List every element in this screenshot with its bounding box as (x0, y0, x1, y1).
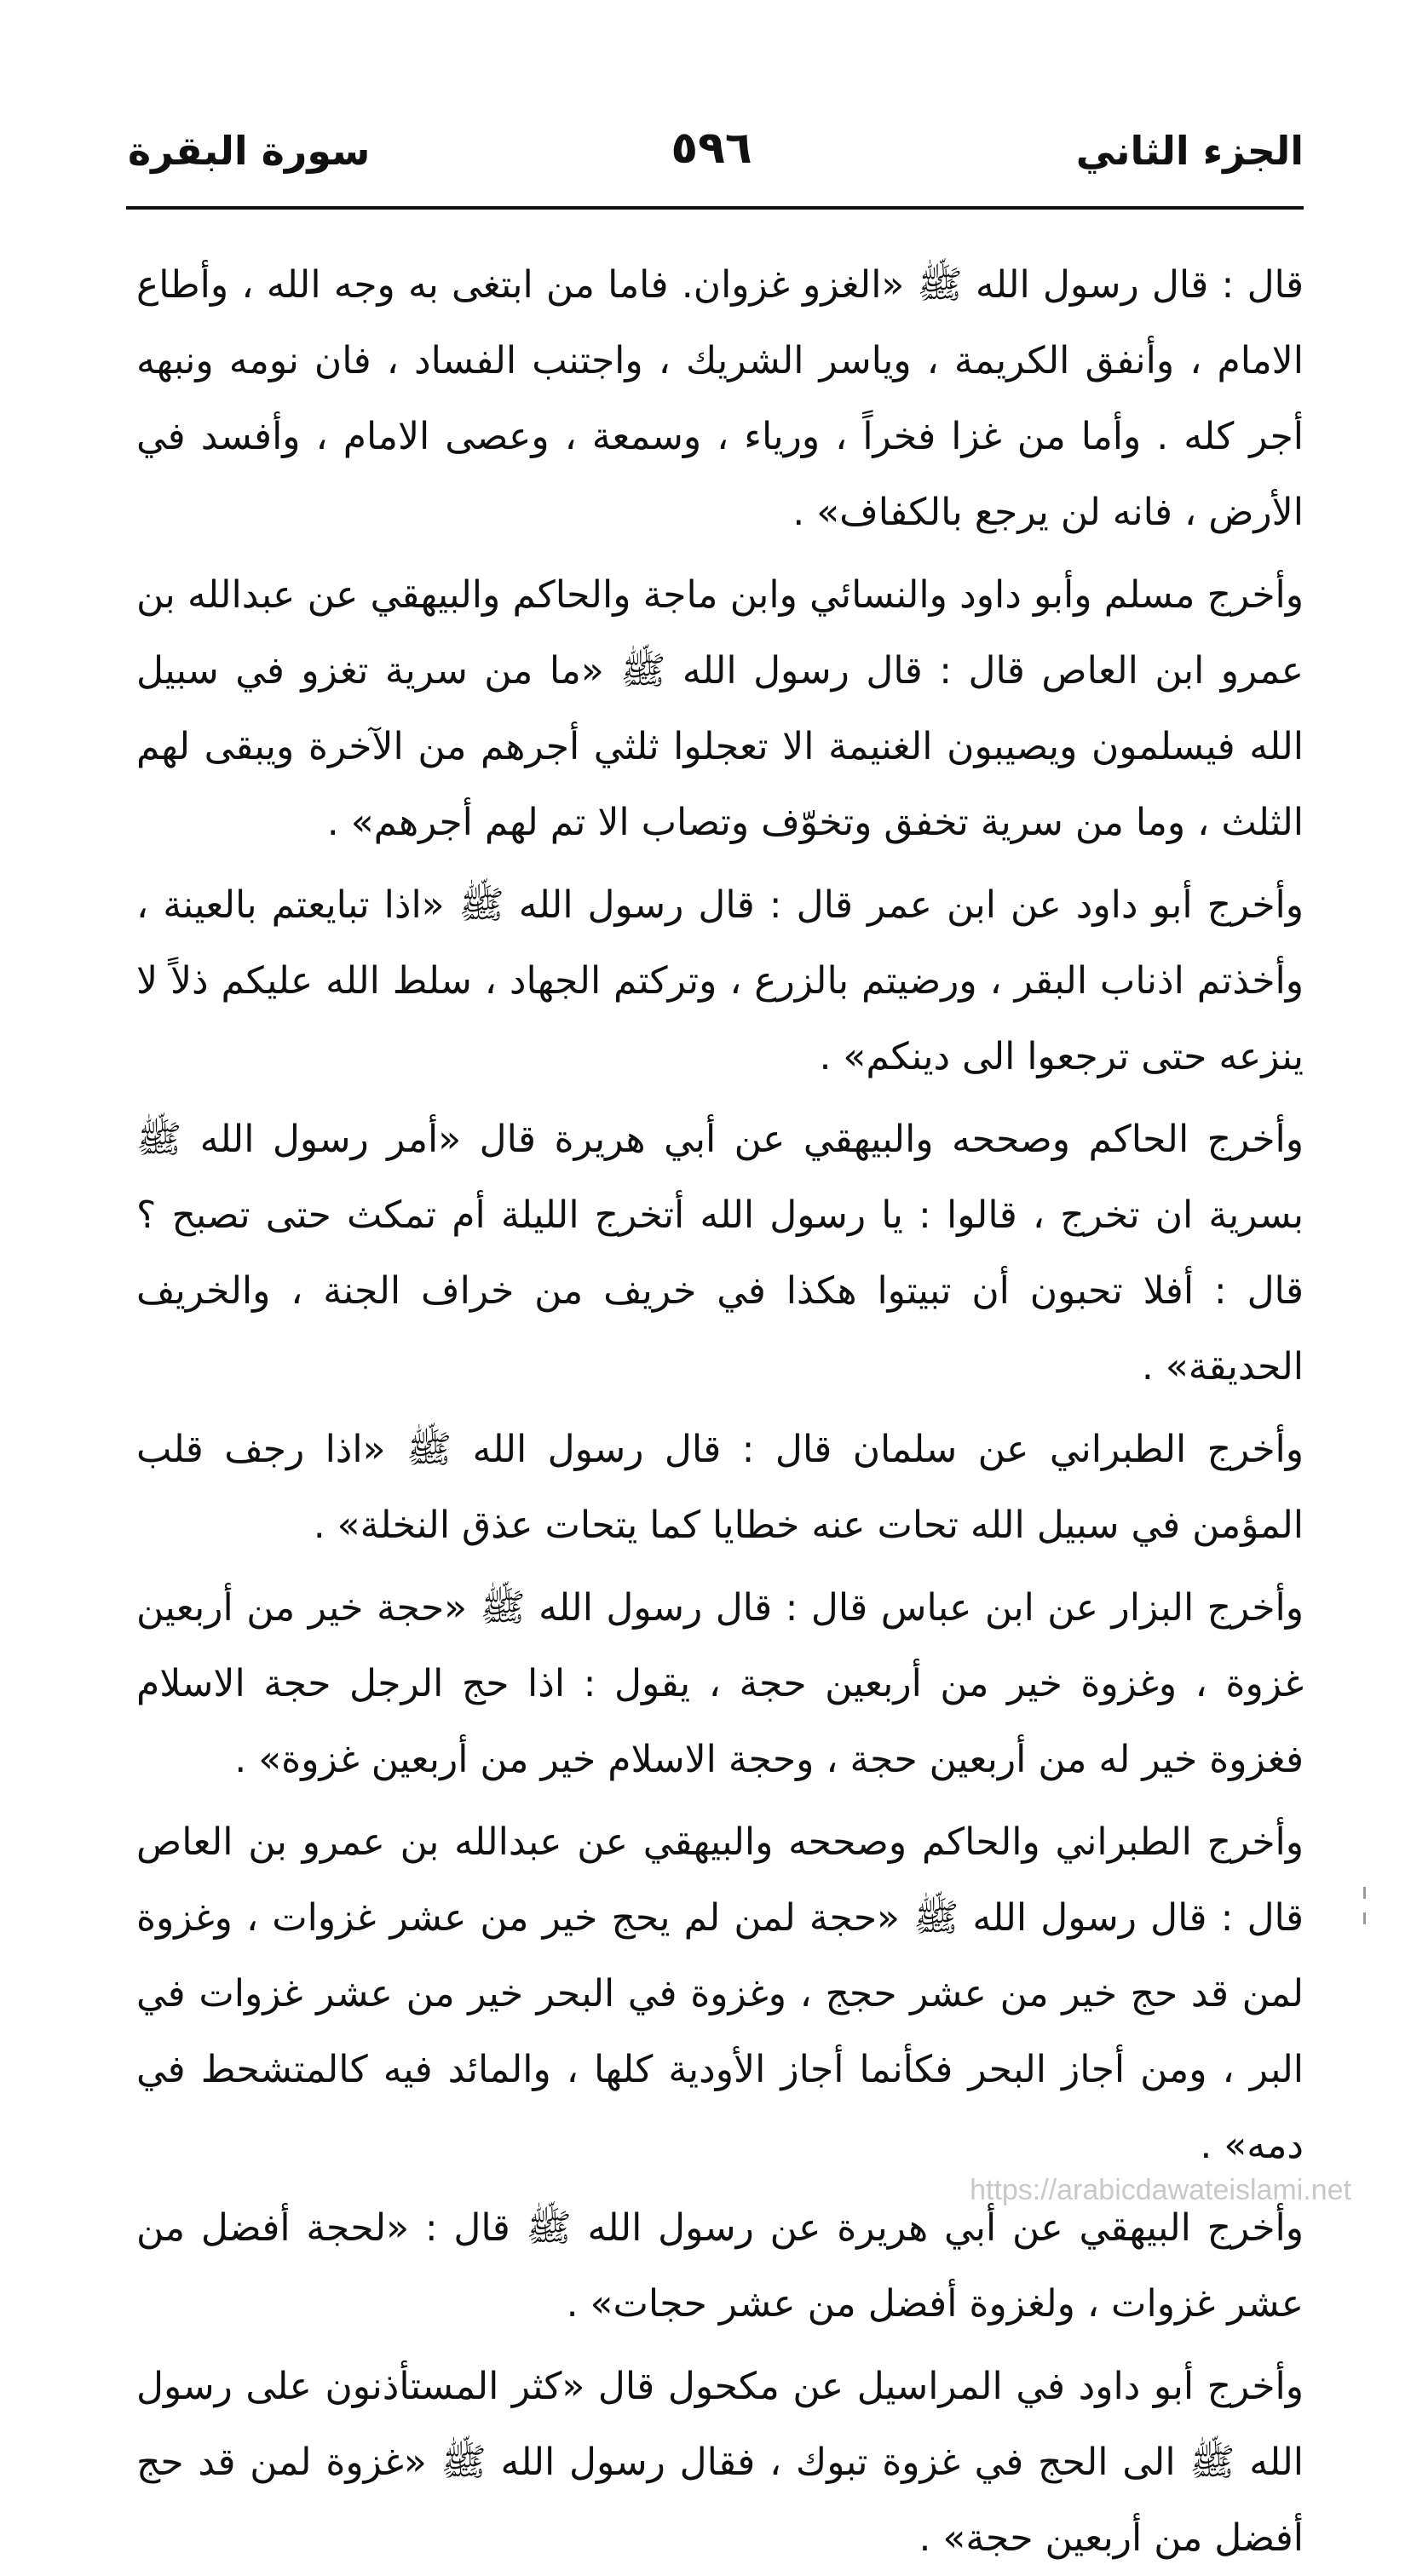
paragraph: وأخرج البيهقي عن أبي هريرة عن رسول الله ﷺ قال : «لحجة أفضل من عشر غزوات ، ولغزوة أفضل من عشر حجات» . (136, 2206, 1304, 2326)
paragraph: وأخرج مسلم وأبو داود والنسائي وابن ماجة والحاكم والبيهقي عن عبدالله بن عمرو ابن العاص قال : قال رسول الله ﷺ «ما من سرية تغزو في سبيل الله فيسلمون ويصيبون الغنيمة الا تعجلوا ثلثي أجرهم من الآخرة ويبقى لهم الثلث ، وما من سرية تخفق وتخوّف وتصاب الا تم لهم أجرهم» . (136, 573, 1304, 844)
page-number: ٥٩٦ (671, 123, 752, 174)
paragraph: وأخرج البزار عن ابن عباس قال : قال رسول الله ﷺ «حجة خير من أربعين غزوة ، وغزوة خير من أربعين حجة ، يقول : اذا حج الرجل حجة الاسلام فغزوة خير له من أربعين حجة ، وحجة الاسلام خير من أربعين غزوة» . (136, 1586, 1304, 1781)
paragraph: قال : قال رسول الله ﷺ «الغزو غزوان. فاما من ابتغى به وجه الله ، وأطاع الامام ، وأنفق الكريمة ، وياسر الشريك ، واجتنب الفساد ، فان نومه ونبهه أجر كله . وأما من غزا فخراً ، ورياء ، وسمعة ، وعصى الامام ، وأفسد في الأرض ، فانه لن يرجع بالكفاف» . (136, 263, 1304, 534)
paragraph: وأخرج أبو داود عن ابن عمر قال : قال رسول الله ﷺ «اذا تبايعتم بالعينة ، وأخذتم اذناب البقر ، ورضيتم بالزرع ، وتركتم الجهاد ، سلط الله عليكم ذلاً لا ينزعه حتى ترجعوا الى دينكم» . (136, 883, 1304, 1078)
running-header (119, 119, 1304, 196)
page-body (136, 247, 1304, 2576)
paragraph: وأخرج الطبراني والحاكم وصححه والبيهقي عن عبدالله بن عمرو بن العاص قال : قال رسول الله ﷺ «حجة لمن لم يحج خير من عشر غزوات ، وغزوة لمن قد حج خير من عشر حجج ، وغزوة في البحر خير من عشر غزوات في البر ، ومن أجاز البحر فكأنما أجاز الأودية كلها ، والمائد فيه كالمتشحط في دمه» . (136, 1820, 1304, 2167)
watermark-url[interactable]: https://arabicdawateislami.net (970, 2174, 1351, 2206)
juz-label: الجزء الثاني (1075, 128, 1304, 174)
paragraph: وأخرج الحاكم وصححه والبيهقي عن أبي هريرة قال «أمر رسول الله ﷺ بسرية ان تخرج ، قالوا : يا رسول الله أتخرج الليلة أم تمكث حتى تصبح ؟ قال : أفلا تحبون أن تبيتوا هكذا في خريف من خراف الجنة ، والخريف الحديقة» . (136, 1118, 1304, 1389)
surah-label: سورة البقرة (128, 128, 371, 174)
paragraph: وأخرج الطبراني عن سلمان قال : قال رسول الله ﷺ «اذا رجف قلب المؤمن في سبيل الله تحات عنه خطايا كما يتحات عذق النخلة» . (136, 1428, 1304, 1547)
paragraph: وأخرج أبو داود في المراسيل عن مكحول قال «كثر المستأذنون على رسول الله ﷺ الى الحج في غزوة تبوك ، فقال رسول الله ﷺ «غزوة لمن قد حج أفضل من أربعين حجة» . (136, 2365, 1304, 2560)
scan-artifact (1363, 1912, 1366, 1924)
scan-artifact (1363, 1887, 1366, 1899)
header-rule (126, 206, 1304, 210)
